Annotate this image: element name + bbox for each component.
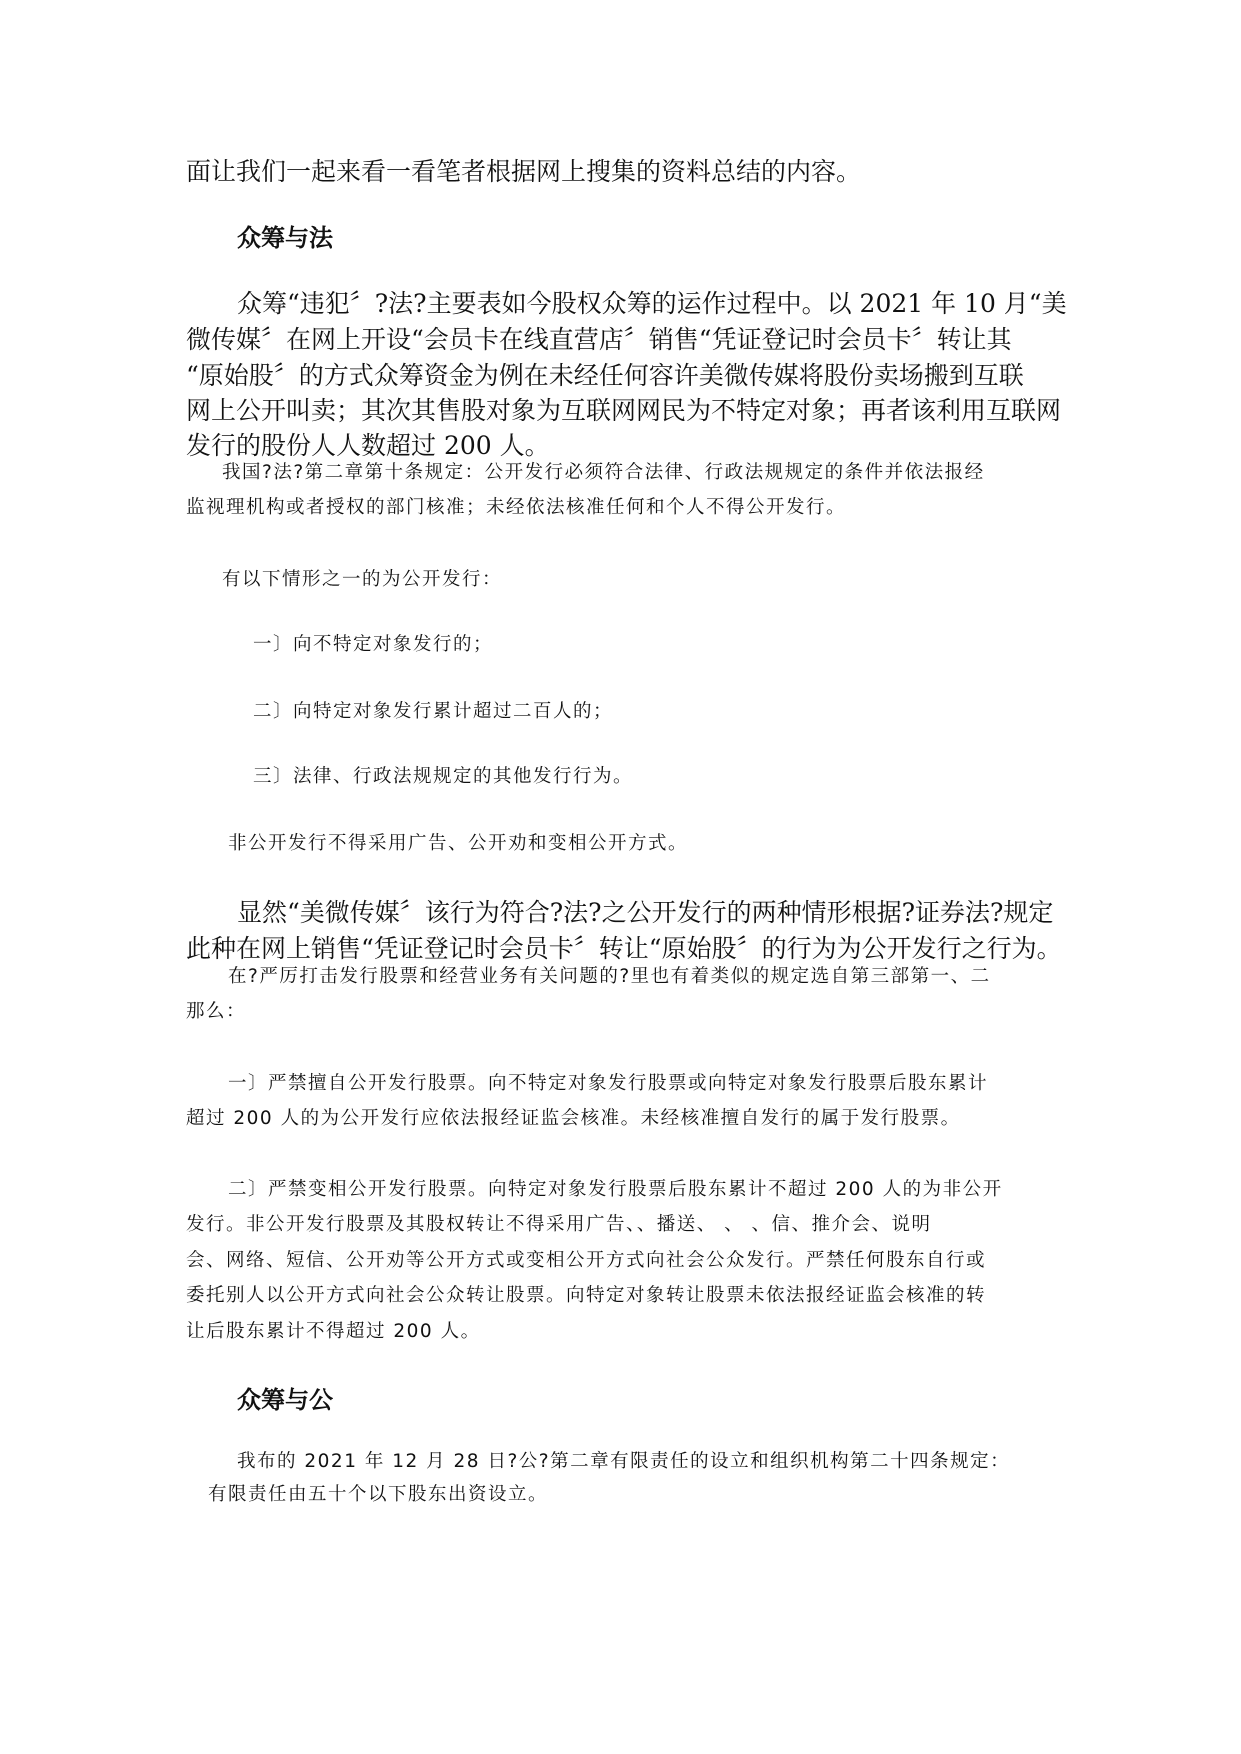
section-heading: 众筹与公: [237, 1385, 333, 1414]
paragraph-line: 委托别人以公开方式向社会公众转让股票。向特定对象转让股票未依法报经证监会核准的转: [186, 1285, 987, 1306]
paragraph-line: 此种在网上销售“凭证登记时会员卡〞转让“原始股〞的行为为公开发行之行为。: [186, 934, 1062, 963]
paragraph-line: 有限责任由五十个以下股东出资设立。: [208, 1484, 549, 1505]
paragraph-line: 微传媒〞在网上开设“会员卡在线直营店〞销售“凭证登记时会员卡〞转让其: [186, 325, 1012, 354]
paragraph-line: 我布的 2021 年 12 月 28 日?公?第二章有限责任的设立和组织机构第二十四条规定：: [237, 1451, 1011, 1472]
section-heading: 众筹与法: [237, 223, 333, 252]
paragraph-line: 一〕严禁擅自公开发行股票。向不特定对象发行股票或向特定对象发行股票后股东累计: [228, 1073, 989, 1094]
paragraph-line: 我国?法?第二章第十条规定：公开发行必须符合法律、行政法规规定的条件并依法报经: [222, 462, 985, 483]
paragraph-line: 监视理机构或者授权的部门核准；未经依法核准任何和个人不得公开发行。: [186, 497, 847, 518]
paragraph-line: 网上公开叫卖；其次其售股对象为互联网网民为不特定对象；再者该利用互联网: [186, 396, 1062, 425]
paragraph-line: 非公开发行不得采用广告、公开劝和变相公开方式。: [228, 833, 689, 854]
paragraph-line: 发行的股份人人数超过 200 人。: [186, 431, 550, 460]
list-item: 二〕向特定对象发行累计超过二百人的；: [253, 701, 614, 722]
paragraph-line: 超过 200 人的为公开发行应依法报经证监会核准。未经核准擅自发行的属于发行股票。: [186, 1108, 961, 1129]
paragraph-line: 有以下情形之一的为公开发行：: [222, 569, 503, 590]
paragraph-line: 那么：: [186, 1001, 247, 1022]
paragraph-line: 显然“美微传媒〞该行为符合?法?之公开发行的两种情形根据?证券法?规定: [237, 898, 1054, 927]
paragraph-line: 面让我们一起来看一看笔者根据网上搜集的资料总结的内容。: [186, 157, 862, 186]
paragraph-line: 让后股东累计不得超过 200 人。: [186, 1321, 481, 1342]
paragraph-line: 发行。非公开发行股票及其股权转让不得采用广告、、播送、 、 、信、推介会、说明: [186, 1214, 932, 1235]
list-item: 三〕法律、行政法规规定的其他发行行为。: [253, 766, 634, 787]
paragraph-line: 会、网络、短信、公开劝等公开方式或变相公开方式向社会公众发行。严禁任何股东自行或: [186, 1250, 987, 1271]
paragraph-line: 二〕严禁变相公开发行股票。向特定对象发行股票后股东累计不超过 200 人的为非公开: [228, 1179, 1003, 1200]
paragraph-line: 众筹“违犯〞?法?主要表如今股权众筹的运作过程中。以 2021 年 10 月“美: [237, 289, 1067, 318]
paragraph-line: “原始股〞的方式众筹资金为例在未经任何容许美微传媒将股份卖场搬到互联: [186, 361, 1024, 390]
paragraph-line: 在?严厉打击发行股票和经营业务有关问题的?里也有着类似的规定选自第三部第一、二: [228, 966, 991, 987]
list-item: 一〕向不特定对象发行的；: [253, 634, 494, 655]
